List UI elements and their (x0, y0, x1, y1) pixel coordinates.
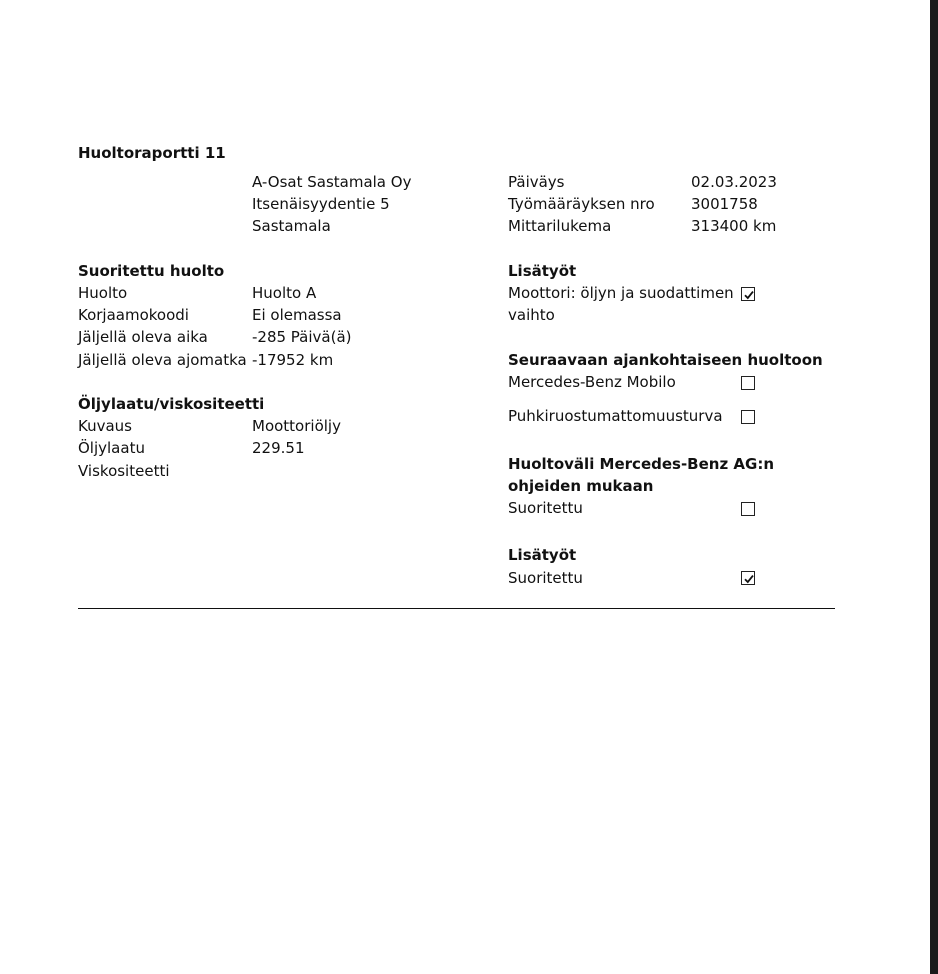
odometer-value: 313400 km (691, 217, 777, 235)
order-label: Työmääräyksen nro (508, 195, 655, 213)
workshop-name: A-Osat Sastamala Oy (252, 173, 412, 191)
mobilo-checkbox[interactable] (741, 376, 755, 390)
oil-row-value: 229.51 (252, 439, 305, 457)
workshop-street: Itsenäisyydentie 5 (252, 195, 390, 213)
service-row-value: -17952 km (252, 351, 334, 369)
next-service-item-label: Mercedes-Benz Mobilo (508, 373, 676, 391)
extra-work-2-item-label: Suoritettu (508, 569, 583, 587)
interval-item-label: Suoritettu (508, 499, 583, 517)
check-icon (743, 289, 755, 301)
report-title: Huoltoraportti 11 (78, 144, 226, 162)
odometer-label: Mittarilukema (508, 217, 612, 235)
workshop-city: Sastamala (252, 217, 331, 235)
oil-heading: Öljylaatu/viskositeetti (78, 395, 265, 413)
interval-checkbox[interactable] (741, 502, 755, 516)
next-service-heading: Seuraavaan ajankohtaiseen huoltoon (508, 351, 823, 369)
date-value: 02.03.2023 (691, 173, 777, 191)
divider (78, 608, 835, 609)
service-heading: Suoritettu huolto (78, 262, 225, 280)
service-row-label: Jäljellä oleva aika (78, 328, 208, 346)
oil-row-label: Öljylaatu (78, 439, 145, 457)
extra-work-checkbox[interactable] (741, 287, 755, 301)
oil-row-value: Moottoriöljy (252, 417, 341, 435)
interval-heading: Huoltoväli Mercedes-Benz AG:n ohjeiden mukaan (508, 455, 775, 495)
extra-work-heading: Lisätyöt (508, 262, 577, 280)
extra-work-2-checkbox[interactable] (741, 571, 755, 585)
extra-work-item-label: Moottori: öljyn ja suodattimen vaihto (508, 284, 734, 324)
service-row-value: Huolto A (252, 284, 317, 302)
service-row-label: Korjaamokoodi (78, 306, 189, 324)
rust-warranty-checkbox[interactable] (741, 410, 755, 424)
service-row-label: Jäljellä oleva ajomatka (78, 351, 247, 369)
service-row-value: Ei olemassa (252, 306, 342, 324)
next-service-item-label: Puhkiruostumattomuusturva (508, 407, 723, 425)
order-value: 3001758 (691, 195, 758, 213)
date-label: Päiväys (508, 173, 565, 191)
extra-work-2-heading: Lisätyöt (508, 546, 577, 564)
oil-row-label: Kuvaus (78, 417, 132, 435)
service-row-label: Huolto (78, 284, 128, 302)
scrollbar[interactable] (930, 0, 938, 974)
service-row-value: -285 Päivä(ä) (252, 328, 352, 346)
oil-row-label: Viskositeetti (78, 462, 170, 480)
check-icon (743, 573, 755, 585)
